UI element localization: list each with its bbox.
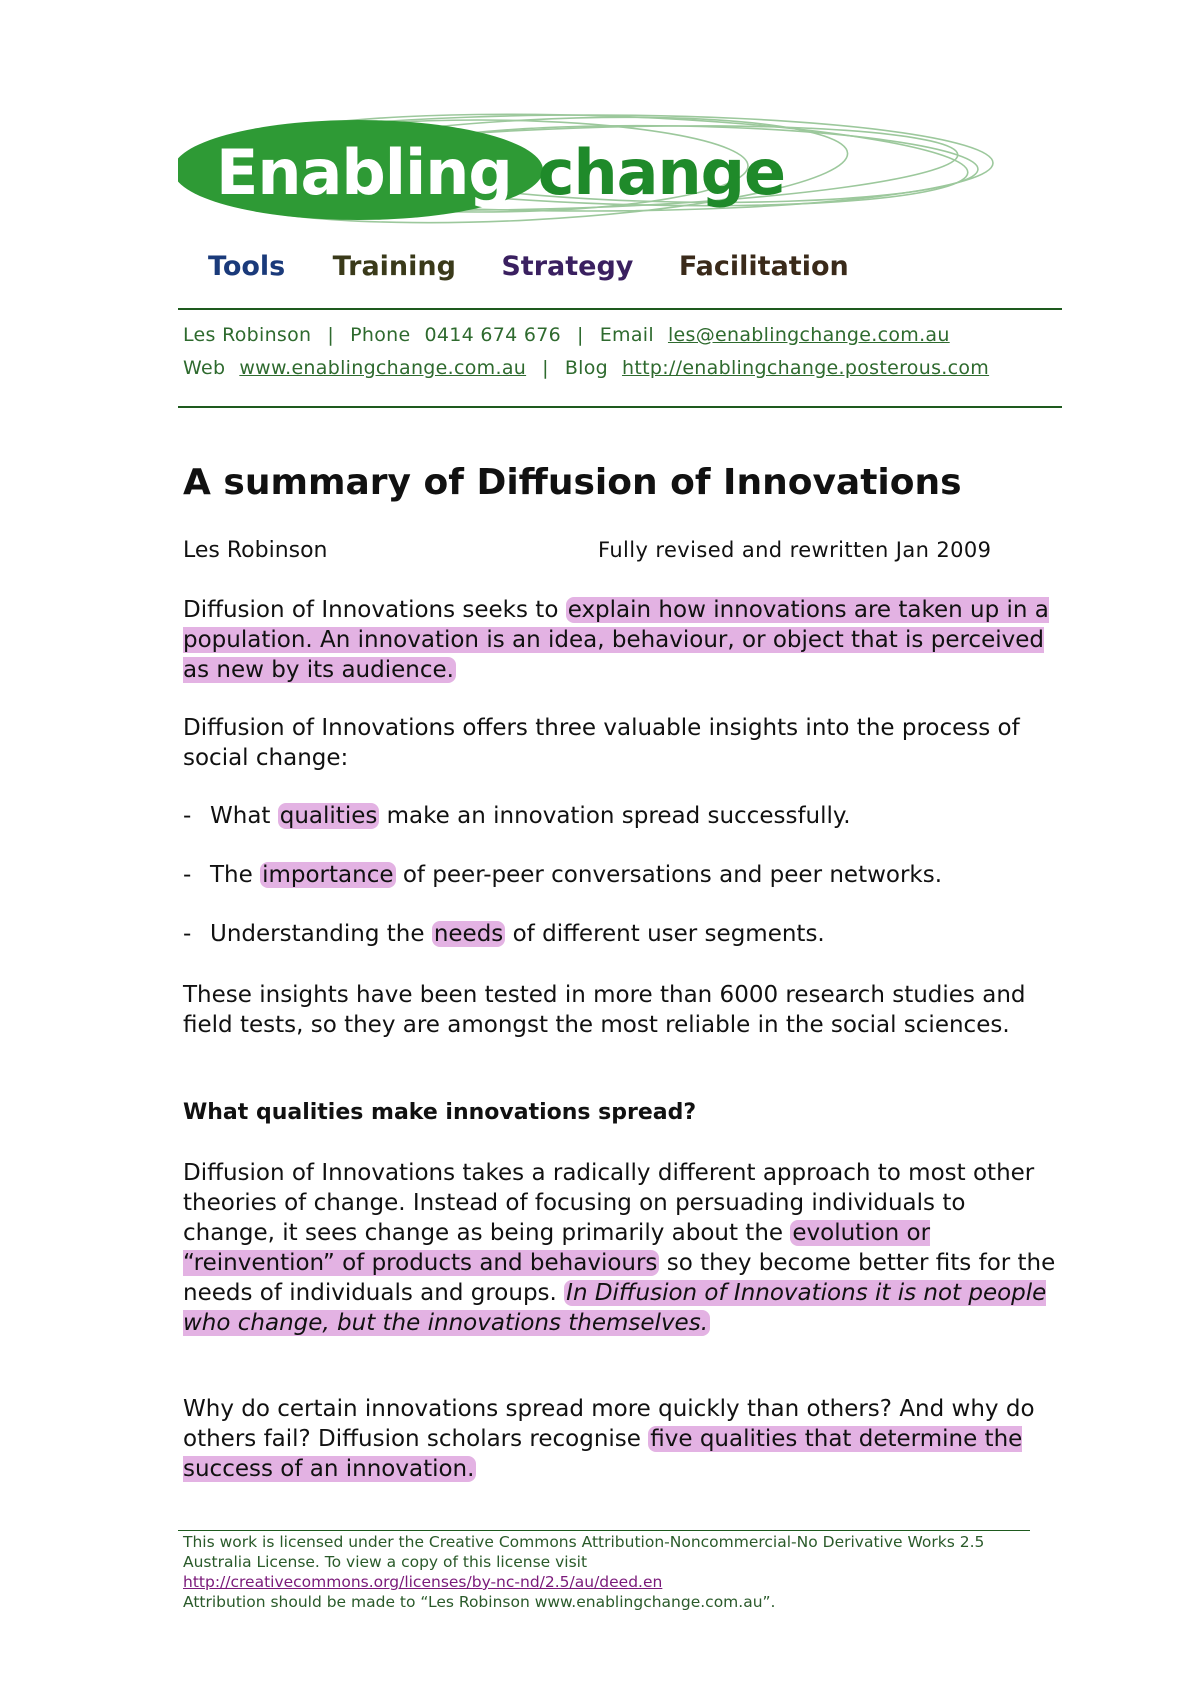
separator: | [327,324,335,346]
logo-tag-training: Training [332,251,456,282]
logo-wordmark [216,136,786,209]
highlighted-text: evolution or “reinvention” of products and behaviours [183,1220,931,1276]
footer-divider [178,1530,1030,1531]
highlighted-italic-text: In Diffusion of Innovations it is not people who change, but the innovations themselves. [183,1280,1047,1336]
license-text: This work is licensed under the Creative Commons Attribution-Noncommercial-No Derivative Works 2.5 Australia License. To view a copy of this license visit [183,1533,985,1571]
bullet-dash: - [183,803,192,829]
logo-tag-facilitation: Facilitation [678,251,849,282]
header-divider-top [178,308,1062,310]
paragraph-five-qualities [183,1394,1063,1484]
web-link[interactable]: www.enablingchange.com.au [239,357,527,379]
bullet-dash: - [183,921,192,947]
paragraph-approach [183,1158,1063,1338]
author: Les Robinson [183,538,328,563]
list-item [183,862,942,888]
list-item [183,803,851,829]
list-item-text: What [210,803,278,829]
blog-label: Blog [564,357,609,379]
paragraph-text: Diffusion of Innovations seeks to [183,597,566,623]
phone-label: Phone [350,324,411,346]
header-divider-bottom [178,406,1062,408]
phone-number: 0414 674 676 [424,324,562,346]
highlighted-text: explain how innovations are taken up in a population. An innovation is an idea, behaviour, or object that is perceived as new by its audience. [183,597,1049,683]
logo-tag-tools: Tools [208,251,286,282]
enabling-change-logo [178,108,1003,298]
email-link[interactable]: les@enablingchange.com.au [667,324,950,346]
license-link[interactable]: http://creativecommons.org/licenses/by-nc-nd/2.5/au/deed.en [183,1573,663,1591]
list-item-text: The [210,862,261,888]
web-label: Web [183,357,226,379]
page-title: A summary of Diffusion of Innovations [183,462,962,503]
list-item-text: make an innovation spread successfully. [379,803,851,829]
highlighted-text: five qualities that determine the success of an innovation. [183,1426,1023,1482]
paragraph-text: so they become better fits for the needs of individuals and groups. [183,1250,1056,1306]
highlighted-text: importance [262,862,394,888]
section-heading: What qualities make innovations spread? [183,1100,697,1125]
contact-line-2 [183,357,989,379]
separator: | [542,357,549,379]
contact-name: Les Robinson [183,324,312,346]
paragraph-text: Diffusion of Innovations takes a radically different approach to most other theories of change. Instead of focusing on persuading individuals to change, it sees change as being primarily about the [183,1160,1035,1246]
paragraph-evidence: These insights have been tested in more than 6000 research studies and field tests, so they are amongst the most reliable in the social sciences. [183,982,1026,1038]
paragraph-intro [183,595,1063,685]
blog-link[interactable]: http://enablingchange.posterous.com [622,357,990,379]
logo-word-enabling: Enabling [216,136,512,209]
separator: | [577,324,584,346]
email-label: Email [599,324,654,346]
logo-word-change: change [537,136,786,209]
license-footer [183,1532,1043,1612]
paragraph-text: Why do certain innovations spread more quickly than others? And why do others fail? Diffusion scholars recognise [183,1396,1035,1452]
attribution-text: Attribution should be made to “Les Robinson www.enablingchange.com.au”. [183,1593,776,1611]
logo-tag-strategy: Strategy [501,251,634,282]
highlighted-text: needs [433,921,504,947]
list-item-text: of different user segments. [505,921,825,947]
list-item-text: Understanding the [210,921,432,947]
paragraph-insights: Diffusion of Innovations offers three valuable insights into the process of social change: [183,715,1020,771]
highlighted-text: qualities [279,803,378,829]
bullet-dash: - [183,862,192,888]
contact-line-1 [183,324,950,346]
logo-tagline [208,251,849,282]
list-item [183,921,825,947]
revision-note: Fully revised and rewritten Jan 2009 [598,538,992,562]
list-item-text: of peer-peer conversations and peer networks. [395,862,943,888]
